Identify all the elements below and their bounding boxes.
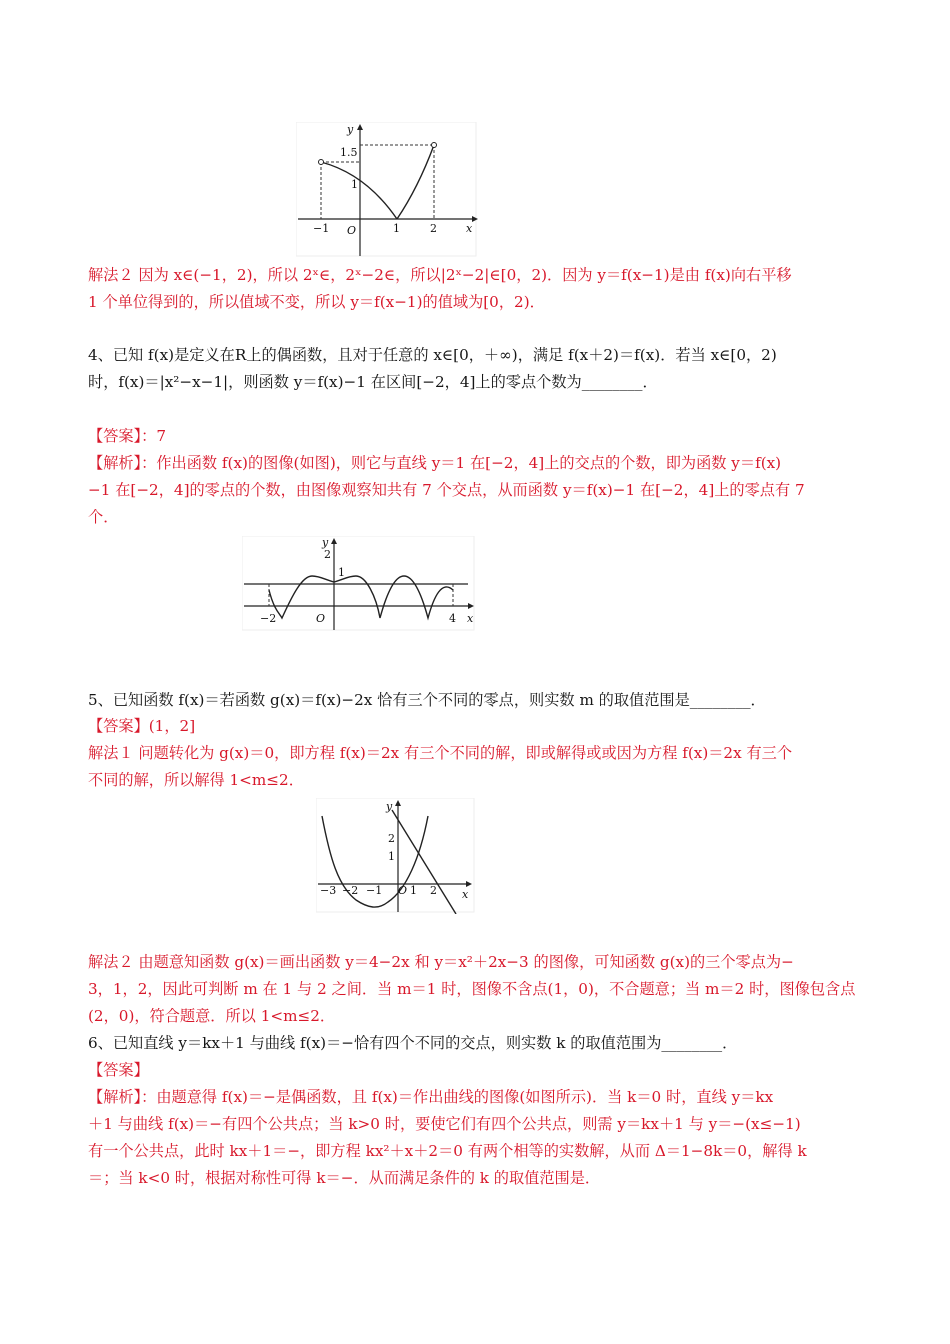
- x-tick-label-2: 2: [430, 222, 437, 235]
- solution-method-2-line-2: 1 个单位得到的，所以值域不变，所以 y＝f(x−1)的值域为[0，2)．: [88, 293, 545, 311]
- x-axis-label: x: [466, 222, 473, 235]
- question-4-line-1: 4、已知 f(x)是定义在R上的偶函数，且对于任意的 x∈[0，＋∞)，满足 f(x＋2)＝f(x)．若当 x∈[0，2): [88, 346, 777, 364]
- x-tick-label-neg2: −2: [342, 884, 359, 897]
- tick-label-1: 1: [351, 178, 358, 191]
- question-6-line-1: 6、已知直线 y＝kx＋1 与曲线 f(x)＝−恰有四个不同的交点，则实数 k 的取值范围为________．: [88, 1034, 738, 1052]
- question-5-method-2-line-2: 3，1，2，因此可判断 m 在 1 与 2 之间．当 m＝1 时，图像不含点(1，0)，不合题意；当 m＝2 时，图像包含点: [88, 980, 856, 998]
- question-4-analysis-line-3: 个．: [88, 508, 119, 526]
- y-axis-label: y: [322, 536, 329, 549]
- question-4-line-2: 时，f(x)＝|x²−x−1|，则函数 y＝f(x)−1 在区间[−2，4]上的零点个数为________．: [88, 373, 658, 391]
- tick-label-1.5: 1.5: [340, 146, 358, 159]
- origin-label: O: [316, 612, 326, 625]
- y-axis-label: y: [386, 800, 393, 813]
- question-6-analysis-line-2: ＋1 与曲线 f(x)＝−有四个公共点；当 k>0 时，要使它们有四个公共点，则需 y＝kx＋1 与 y＝−(x≤−1): [88, 1115, 801, 1133]
- question-4-analysis-line-2: −1 在[−2，4]的零点的个数，由图像观察知共有 7 个交点，从而函数 y＝f(x)−1 在[−2，4]上的零点有 7: [88, 481, 805, 499]
- question-5-method-1-line-2: 不同的解，所以解得 1<m≤2．: [88, 771, 304, 789]
- x-tick-label-1: 1: [393, 222, 400, 235]
- x-tick-label-4: 4: [449, 612, 456, 625]
- x-tick-label-neg2: −2: [260, 612, 277, 625]
- question-5-method-2-line-1: 解法２ 由题意知函数 g(x)＝画出函数 y＝4−2x 和 y＝x²＋2x−3 的图像，可知函数 g(x)的三个零点为−: [88, 953, 794, 971]
- x-tick-label-neg1: −1: [313, 222, 330, 235]
- question-5-line-1: 5、已知函数 f(x)＝若函数 g(x)＝f(x)−2x 恰有三个不同的零点，则实数 m 的取值范围是________．: [88, 691, 766, 709]
- tick-label-1: 1: [388, 850, 395, 863]
- x-tick-label-neg1: −1: [366, 884, 383, 897]
- figure-2-graph: [242, 536, 476, 632]
- solution-method-2-line-1: 解法２ 因为 x∈(−1，2)，所以 2ˣ∈，2ˣ−2∈，所以|2ˣ−2|∈[0，2)．因为 y＝f(x−1)是由 f(x)向右平移: [88, 266, 792, 284]
- x-tick-label-2: 2: [430, 884, 437, 897]
- figure-3-graph: [316, 798, 476, 914]
- question-4-answer: 【答案】：7: [88, 427, 167, 445]
- origin-label: O: [398, 884, 408, 897]
- x-axis-label: x: [462, 888, 469, 901]
- tick-label-2: 2: [388, 832, 395, 845]
- x-tick-label-neg3: −3: [320, 884, 337, 897]
- origin-label: O: [347, 224, 357, 237]
- question-6-analysis-line-4: ＝；当 k<0 时，根据对称性可得 k＝−．从而满足条件的 k 的取值范围是．: [88, 1169, 601, 1187]
- tick-label-2: 2: [324, 548, 331, 561]
- question-6-analysis-line-3: 有一个公共点，此时 kx＋1＝−，即方程 kx²＋x＋2＝0 有两个相等的实数解，从而 Δ＝1−8k＝0，解得 k: [88, 1142, 807, 1160]
- question-5-answer: 【答案】(1，2]: [88, 717, 196, 735]
- question-5-method-2-line-3: (2，0)，符合题意．所以 1<m≤2．: [88, 1007, 336, 1025]
- x-tick-label-1: 1: [410, 884, 417, 897]
- y-axis-label: y: [347, 123, 354, 136]
- question-4-analysis-line-1: 【解析】：作出函数 f(x)的图像(如图)，则它与直线 y＝1 在[−2，4]上的交点的个数，即为函数 y＝f(x): [88, 454, 782, 472]
- tick-label-1: 1: [338, 566, 345, 579]
- question-6-answer: 【答案】: [88, 1061, 149, 1079]
- question-5-method-1-line-1: 解法１ 问题转化为 g(x)＝0，即方程 f(x)＝2x 有三个不同的解，即或解得或或因为方程 f(x)＝2x 有三个: [88, 744, 793, 762]
- question-6-analysis-line-1: 【解析】：由题意得 f(x)＝−是偶函数，且 f(x)＝作出曲线的图像(如图所示)．当 k＝0 时，直线 y＝kx: [88, 1088, 774, 1106]
- figure-1-graph: [296, 122, 478, 258]
- x-axis-label: x: [467, 612, 474, 625]
